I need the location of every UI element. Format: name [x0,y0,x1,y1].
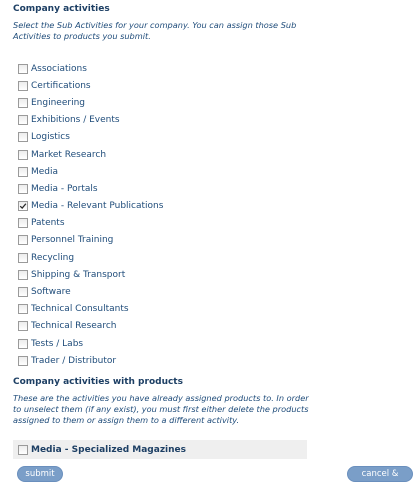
activity-checkbox[interactable] [18,115,28,125]
activity-checkbox[interactable] [18,287,28,297]
activity-checkbox[interactable] [18,339,28,349]
activities-with-products-title: Company activities with products [13,377,183,387]
activity-item[interactable] [18,180,163,197]
company-activities-list [18,60,163,369]
activity-label: Tests / Labs [31,338,84,349]
activity-label: Market Research [31,149,107,160]
activity-label: Certifications [31,80,91,91]
activity-checkbox[interactable] [18,235,28,245]
activity-checkbox[interactable] [18,321,28,331]
assigned-activity-checkbox[interactable] [18,445,28,455]
activity-label: Shipping & Transport [31,269,126,280]
activity-item[interactable] [18,283,163,300]
activity-item[interactable] [18,163,163,180]
company-activities-title: Company activities [13,4,110,14]
activity-item[interactable] [18,60,163,77]
activity-checkbox[interactable] [18,304,28,314]
activity-label: Associations [31,63,87,74]
activity-item[interactable] [18,232,163,249]
activity-item[interactable] [18,112,163,129]
activity-label: Media - Relevant Publications [31,201,164,212]
activity-label: Technical Research [31,321,117,332]
activity-checkbox[interactable] [18,201,28,211]
activity-label: Media [31,166,59,177]
activity-checkbox[interactable] [18,132,28,142]
activity-checkbox[interactable] [18,81,28,91]
activity-checkbox[interactable] [18,150,28,160]
activity-item[interactable] [18,318,163,335]
checkmark-icon [19,202,27,210]
assigned-activity-label: Media - Specialized Magazines [31,444,187,455]
activity-item[interactable] [18,249,163,266]
activity-label: Logistics [31,132,70,143]
activity-checkbox[interactable] [18,167,28,177]
activity-label: Trader / Distributor [31,355,117,366]
activity-label: Exhibitions / Events [31,115,120,126]
activity-item[interactable] [18,198,163,215]
activity-label: Media - Portals [31,183,98,194]
company-activities-description: Select the Sub Activities for your company. You can assign those Sub Activities to products you submit. [13,20,297,41]
activity-checkbox[interactable] [18,64,28,74]
submit-button[interactable]: submit [17,466,63,482]
activity-checkbox[interactable] [18,184,28,194]
activity-checkbox[interactable] [18,98,28,108]
activity-item[interactable] [18,129,163,146]
activities-with-products-description: These are the activities you have already assigned products to. In order to unselect them (if any exist), you must first either delete the products assigned to them or assign them to a different activity. [13,393,309,425]
activity-item[interactable] [18,77,163,94]
assigned-activity-row [13,440,307,459]
cancel-return-button[interactable]: cancel & return [347,466,413,482]
activity-checkbox[interactable] [18,253,28,263]
activity-checkbox[interactable] [18,356,28,366]
activity-label: Technical Consultants [31,304,129,315]
activity-label: Recycling [31,252,75,263]
activity-label: Personnel Training [31,235,114,246]
activity-item[interactable] [18,335,163,352]
activity-checkbox[interactable] [18,270,28,280]
activity-item[interactable] [18,146,163,163]
activity-label: Patents [31,218,65,229]
activity-item[interactable] [18,215,163,232]
activity-label: Software [31,287,71,298]
activity-item[interactable] [18,352,163,369]
activity-item[interactable] [18,94,163,111]
activity-item[interactable] [18,266,163,283]
activity-label: Engineering [31,97,85,108]
activity-checkbox[interactable] [18,218,28,228]
activity-item[interactable] [18,301,163,318]
